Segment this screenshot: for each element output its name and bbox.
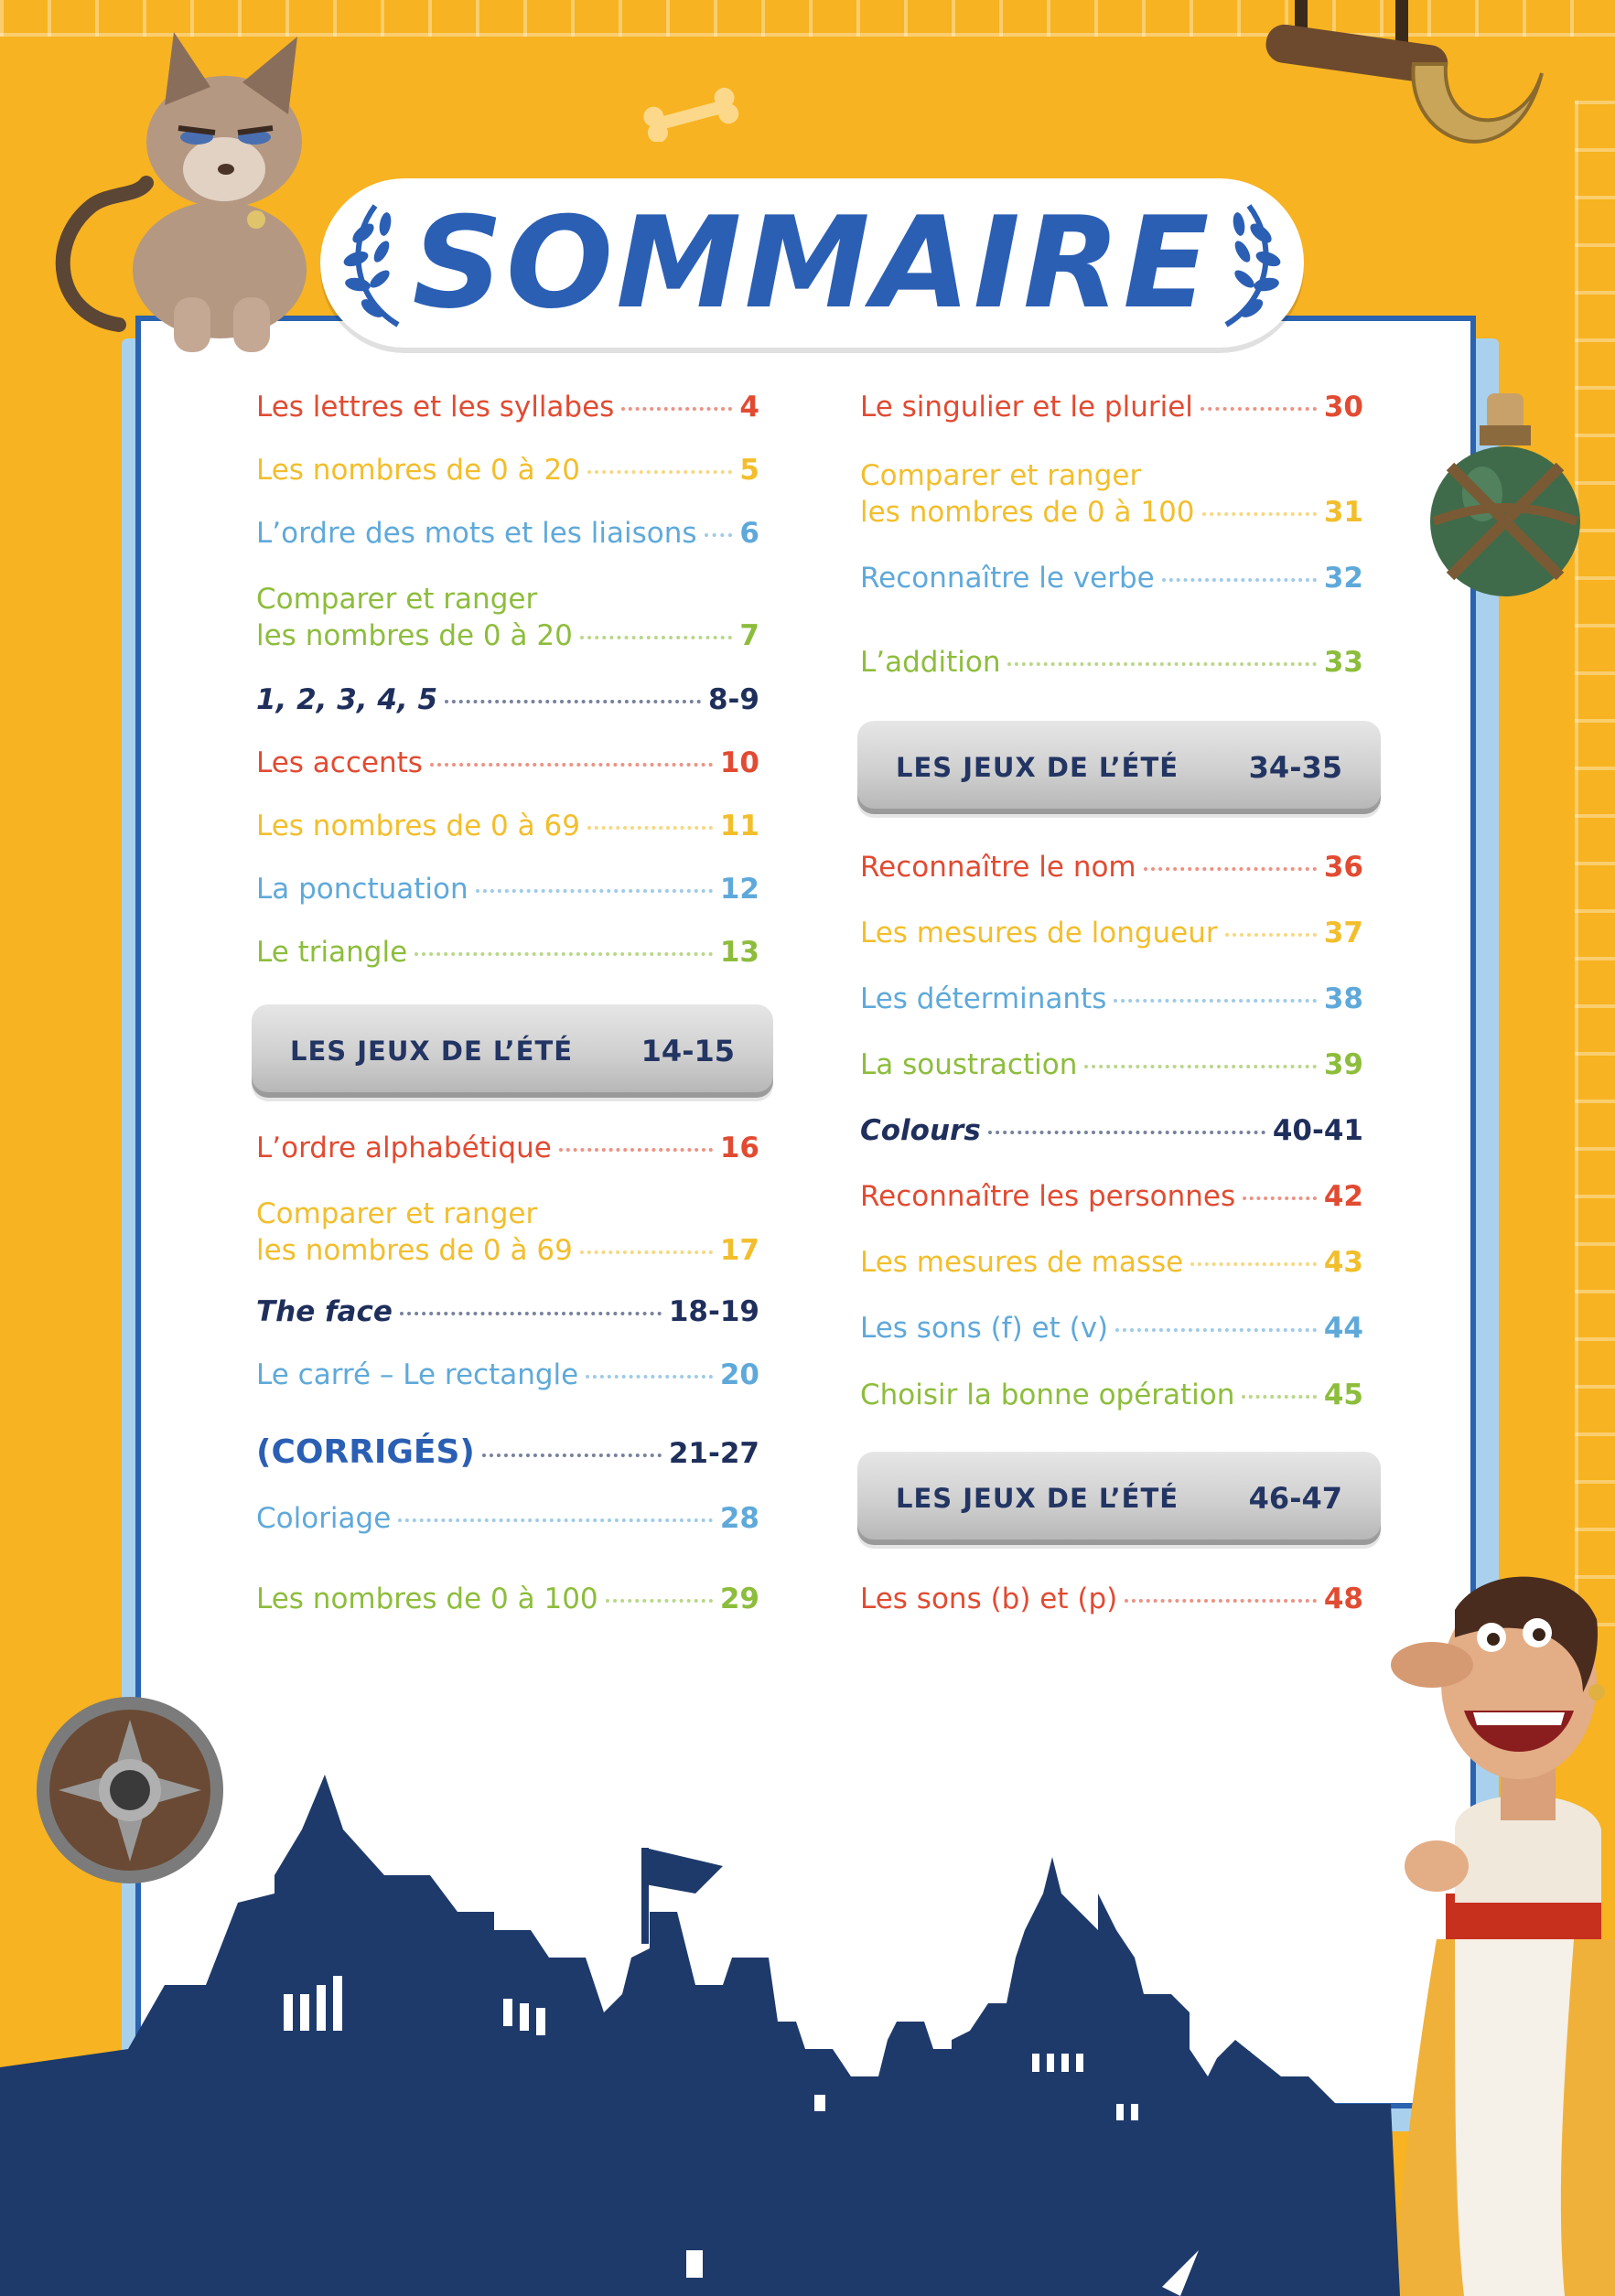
- cat-illustration: [37, 23, 366, 352]
- toc-label: La ponctuation: [256, 873, 468, 906]
- toc-page: 31: [1323, 496, 1363, 529]
- toc-label: Les nombres de 0 à 20: [256, 454, 580, 487]
- toc-entry-left-11[interactable]: [256, 1293, 759, 1348]
- page-title: SOMMAIRE: [412, 189, 1212, 337]
- toc-entry-left-5[interactable]: [256, 745, 759, 799]
- games-banner-label: LES JEUX DE L’ÉTÉ: [290, 1035, 574, 1067]
- toc-page: 32: [1323, 562, 1363, 595]
- toc-label: Le carré – Le rectangle: [256, 1358, 579, 1391]
- toc-label: The face: [256, 1295, 393, 1328]
- toc-label-line2: les nombres de 0 à 100: [860, 496, 1195, 529]
- toc-page: 12: [719, 873, 759, 906]
- toc-label: Les lettres et les syllabes: [256, 391, 615, 424]
- toc-label: Comparer et ranger: [860, 459, 1142, 492]
- toc-label: Coloriage: [256, 1502, 392, 1535]
- games-banner-label: LES JEUX DE L’ÉTÉ: [896, 1483, 1179, 1514]
- toc-label: Reconnaître le verbe: [860, 562, 1155, 595]
- toc-page: 10: [719, 746, 759, 779]
- toc-entry-left-9[interactable]: [256, 1130, 759, 1185]
- games-banner-1[interactable]: [252, 1004, 773, 1098]
- toc-entry-right-10[interactable]: [860, 1244, 1363, 1299]
- toc-entry-right-9[interactable]: [860, 1178, 1363, 1233]
- toc-label: Colours: [860, 1114, 981, 1147]
- toc-page: 29: [719, 1583, 759, 1615]
- toc-label: Le triangle: [256, 936, 408, 969]
- toc-page: 30: [1323, 391, 1363, 424]
- toc-label: Les nombres de 0 à 69: [256, 810, 580, 842]
- toc-label: L’addition: [860, 646, 1001, 679]
- toc-entry-left-8[interactable]: [256, 934, 759, 989]
- toc-entry-right-4[interactable]: [860, 849, 1363, 904]
- toc-label-line2: les nombres de 0 à 69: [256, 1234, 573, 1267]
- toc-label: Les accents: [256, 746, 423, 779]
- toc-page: 4: [739, 391, 759, 424]
- toc-entry-right-13[interactable]: [860, 1581, 1363, 1636]
- toc-entry-corriges[interactable]: [256, 1434, 759, 1489]
- toc-entry-right-3[interactable]: [860, 644, 1363, 699]
- toc-page: 13: [719, 936, 759, 969]
- toc-label: Les déterminants: [860, 982, 1107, 1015]
- toc-entry-right-0[interactable]: [860, 389, 1363, 444]
- toc-label: Choisir la bonne opération: [860, 1379, 1235, 1411]
- toc-page: 17: [719, 1234, 759, 1267]
- toc-page: 44: [1323, 1312, 1363, 1345]
- toc-page: 37: [1323, 917, 1363, 950]
- toc-label: 1, 2, 3, 4, 5: [256, 683, 438, 716]
- games-banner-page: 14-15: [641, 1034, 735, 1068]
- toc-page: 43: [1323, 1246, 1363, 1279]
- toc-label: La soustraction: [860, 1048, 1078, 1081]
- toc-entry-left-7[interactable]: [256, 871, 759, 926]
- toc-page: 39: [1323, 1048, 1363, 1081]
- toc-label: Comparer et ranger: [256, 583, 538, 616]
- toc-entry-left-0[interactable]: [256, 389, 759, 444]
- toc-label: Reconnaître les personnes: [860, 1180, 1236, 1213]
- toc-label: Comparer et ranger: [256, 1197, 538, 1230]
- bone-icon: [636, 87, 746, 142]
- games-banner-label: LES JEUX DE L’ÉTÉ: [896, 752, 1179, 783]
- toc-page: 38: [1323, 982, 1363, 1015]
- toc-page: 18-19: [668, 1295, 759, 1328]
- toc-label: L’ordre alphabétique: [256, 1132, 552, 1164]
- toc-page: 7: [739, 619, 759, 652]
- toc-entry-left-1[interactable]: [256, 452, 759, 507]
- toc-page: 5: [739, 454, 759, 487]
- toc-page: 20: [719, 1358, 759, 1391]
- toc-label: Le singulier et le pluriel: [860, 391, 1193, 424]
- toc-page: 40-41: [1272, 1114, 1363, 1147]
- toc-page: 21-27: [668, 1437, 759, 1470]
- toc-label-line2: les nombres de 0 à 20: [256, 619, 573, 652]
- toc-page: 28: [719, 1502, 759, 1535]
- toc-entry-left-12[interactable]: [256, 1357, 759, 1411]
- toc-entry-left-6[interactable]: [256, 808, 759, 863]
- toc-entry-left-4[interactable]: [256, 681, 759, 736]
- toc-entry-right-1[interactable]: [860, 457, 1363, 535]
- greek-border-right: [1575, 101, 1615, 1656]
- corriges-label: (CORRIGÉS): [256, 1433, 475, 1471]
- games-banner-3[interactable]: [857, 1452, 1381, 1545]
- toc-entry-right-6[interactable]: [860, 981, 1363, 1035]
- toc-entry-right-12[interactable]: [860, 1377, 1363, 1432]
- toc-label: Les mesures de longueur: [860, 917, 1218, 950]
- toc-page: 8-9: [707, 683, 759, 716]
- toc-page: 42: [1323, 1180, 1363, 1213]
- games-banner-page: 34-35: [1248, 750, 1342, 785]
- toc-entry-right-11[interactable]: [860, 1310, 1363, 1365]
- toc-page: 48: [1323, 1583, 1363, 1615]
- toc-page: 36: [1323, 851, 1363, 884]
- toc-label: Les sons (b) et (p): [860, 1583, 1118, 1615]
- toc-page: 16: [719, 1132, 759, 1164]
- village-skyline: [0, 1775, 1615, 2296]
- toc-label: Les sons (f) et (v): [860, 1312, 1109, 1345]
- toc-label: Les mesures de masse: [860, 1246, 1184, 1279]
- toc-entry-left-10[interactable]: [256, 1196, 759, 1273]
- toc-entry-left-2[interactable]: [256, 515, 759, 570]
- toc-entry-left-14[interactable]: [256, 1500, 759, 1555]
- toc-page: 45: [1323, 1379, 1363, 1411]
- toc-label: Reconnaître le nom: [860, 851, 1136, 884]
- games-banner-2[interactable]: [857, 721, 1381, 814]
- toc-page: 6: [739, 517, 759, 550]
- toc-page: 11: [719, 810, 759, 842]
- toc-entry-left-15[interactable]: [256, 1581, 759, 1636]
- toc-entry-right-7[interactable]: [860, 1046, 1363, 1101]
- toc-entry-right-5[interactable]: [860, 915, 1363, 970]
- flask-icon: [1423, 393, 1588, 604]
- toc-entry-right-8[interactable]: [860, 1112, 1363, 1167]
- games-banner-page: 46-47: [1248, 1481, 1342, 1516]
- toc-label: L’ordre des mots et les liaisons: [256, 517, 697, 550]
- toc-page: 33: [1323, 646, 1363, 679]
- toc-label: Les nombres de 0 à 100: [256, 1583, 598, 1615]
- toc-entry-left-3[interactable]: [256, 581, 759, 659]
- hook-icon: [1258, 0, 1560, 192]
- toc-entry-right-2[interactable]: [860, 560, 1363, 615]
